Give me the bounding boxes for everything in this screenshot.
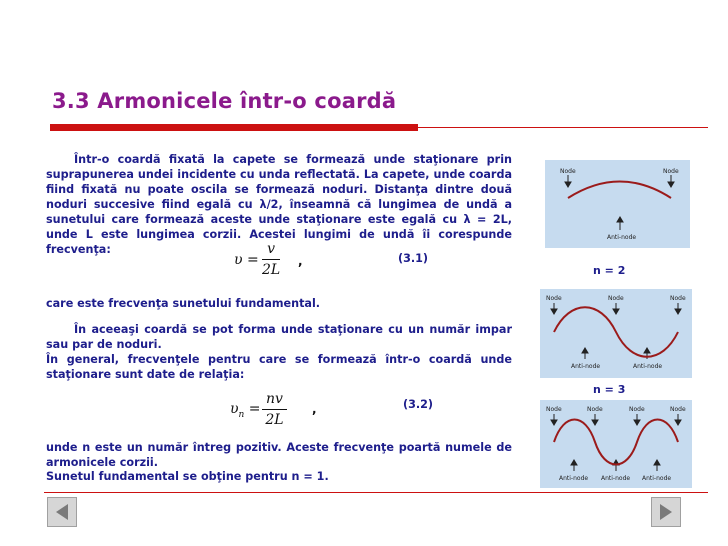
formula-2-nu: υ xyxy=(230,401,239,417)
n1-node-left-label: Node xyxy=(560,168,576,175)
formula-2-equals: = xyxy=(248,401,261,417)
title-rule xyxy=(418,127,708,128)
n1-node-right-label: Node xyxy=(663,168,679,175)
n3-node-1-label: Node xyxy=(546,406,562,413)
n1-antinode-label: Anti-node xyxy=(607,234,637,241)
diagram-label-n2: n = 2 xyxy=(593,264,626,277)
formula-2-lhs xyxy=(230,401,261,420)
next-slide-button[interactable] xyxy=(651,497,681,527)
standing-wave-diagram-n2 xyxy=(540,289,692,378)
title-underline-bar xyxy=(50,124,418,131)
n2-antinode-2-label: Anti-node xyxy=(633,363,663,370)
footer-rule xyxy=(44,492,708,493)
standing-wave-diagram-n1 xyxy=(545,160,690,248)
arrow-left-icon xyxy=(48,498,76,526)
intro-paragraph: Într-o coardă fixată la capete se formează unde staţionare prin suprapunerea undei incidente cu unda reflectată. La capete, unde coarda fiind fixată nu poate oscila se formează noduri. Distanţa dintre două noduri succesive fiind egală cu λ/2, înseamnă că lungimea de undă a sunetului care formează aceste unde staţionare este egală cu λ = 2L, unde L este lungimea corzii. Acestei lungimi de undă îi corespunde frecvenţa: xyxy=(46,153,512,256)
n3-node-3-label: Node xyxy=(629,406,645,413)
formula-1-lhs: υ = xyxy=(234,252,259,268)
formula-2-number: (3.2) xyxy=(403,398,434,411)
n3-node-2-label: Node xyxy=(587,406,603,413)
formula-1-denominator: 2L xyxy=(262,262,281,278)
formula-2-denominator: 2L xyxy=(265,412,284,428)
arrow-right-icon xyxy=(652,498,680,526)
previous-slide-button[interactable] xyxy=(47,497,77,527)
n3-antinode-3-label: Anti-node xyxy=(642,475,672,482)
n2-node-2-label: Node xyxy=(608,295,624,302)
n2-node-3-label: Node xyxy=(670,295,686,302)
formula-1-comma: , xyxy=(298,254,303,268)
page-title: 3.3 Armonicele într-o coardă xyxy=(52,89,397,113)
formula-1-numerator: v xyxy=(262,241,280,260)
formula-2-comma: , xyxy=(312,402,317,416)
formula-2-fraction xyxy=(262,391,287,428)
formula-1-fraction xyxy=(262,241,280,278)
standing-wave-diagram-n3 xyxy=(540,400,692,488)
fundamental-paragraph: care este frecvenţa sunetului fundamental. xyxy=(46,297,321,310)
diagram-label-n3: n = 3 xyxy=(593,383,626,396)
n2-node-1-label: Node xyxy=(546,295,562,302)
formula-1-number: (3.1) xyxy=(398,252,429,265)
odd-even-paragraph: În aceeaşi coardă se pot forma unde staţionare cu un număr impar sau par de noduri. xyxy=(46,323,512,351)
fundamental-n1-paragraph: Sunetul fundamental se obţine pentru n = 1. xyxy=(46,470,329,483)
n3-antinode-2-label: Anti-node xyxy=(601,475,631,482)
formula-2-numerator: nv xyxy=(262,391,287,410)
n3-antinode-1-label: Anti-node xyxy=(559,475,589,482)
formula-2-subscript: n xyxy=(238,409,245,420)
n3-node-4-label: Node xyxy=(670,406,686,413)
harmonics-paragraph: unde n este un număr întreg pozitiv. Aceste frecvenţe poartă numele de armonicele corzii. xyxy=(46,441,512,469)
n2-antinode-1-label: Anti-node xyxy=(571,363,601,370)
general-paragraph: În general, frecvenţele pentru care se formează într-o coardă unde staţionare sunt date de relaţia: xyxy=(46,353,512,381)
